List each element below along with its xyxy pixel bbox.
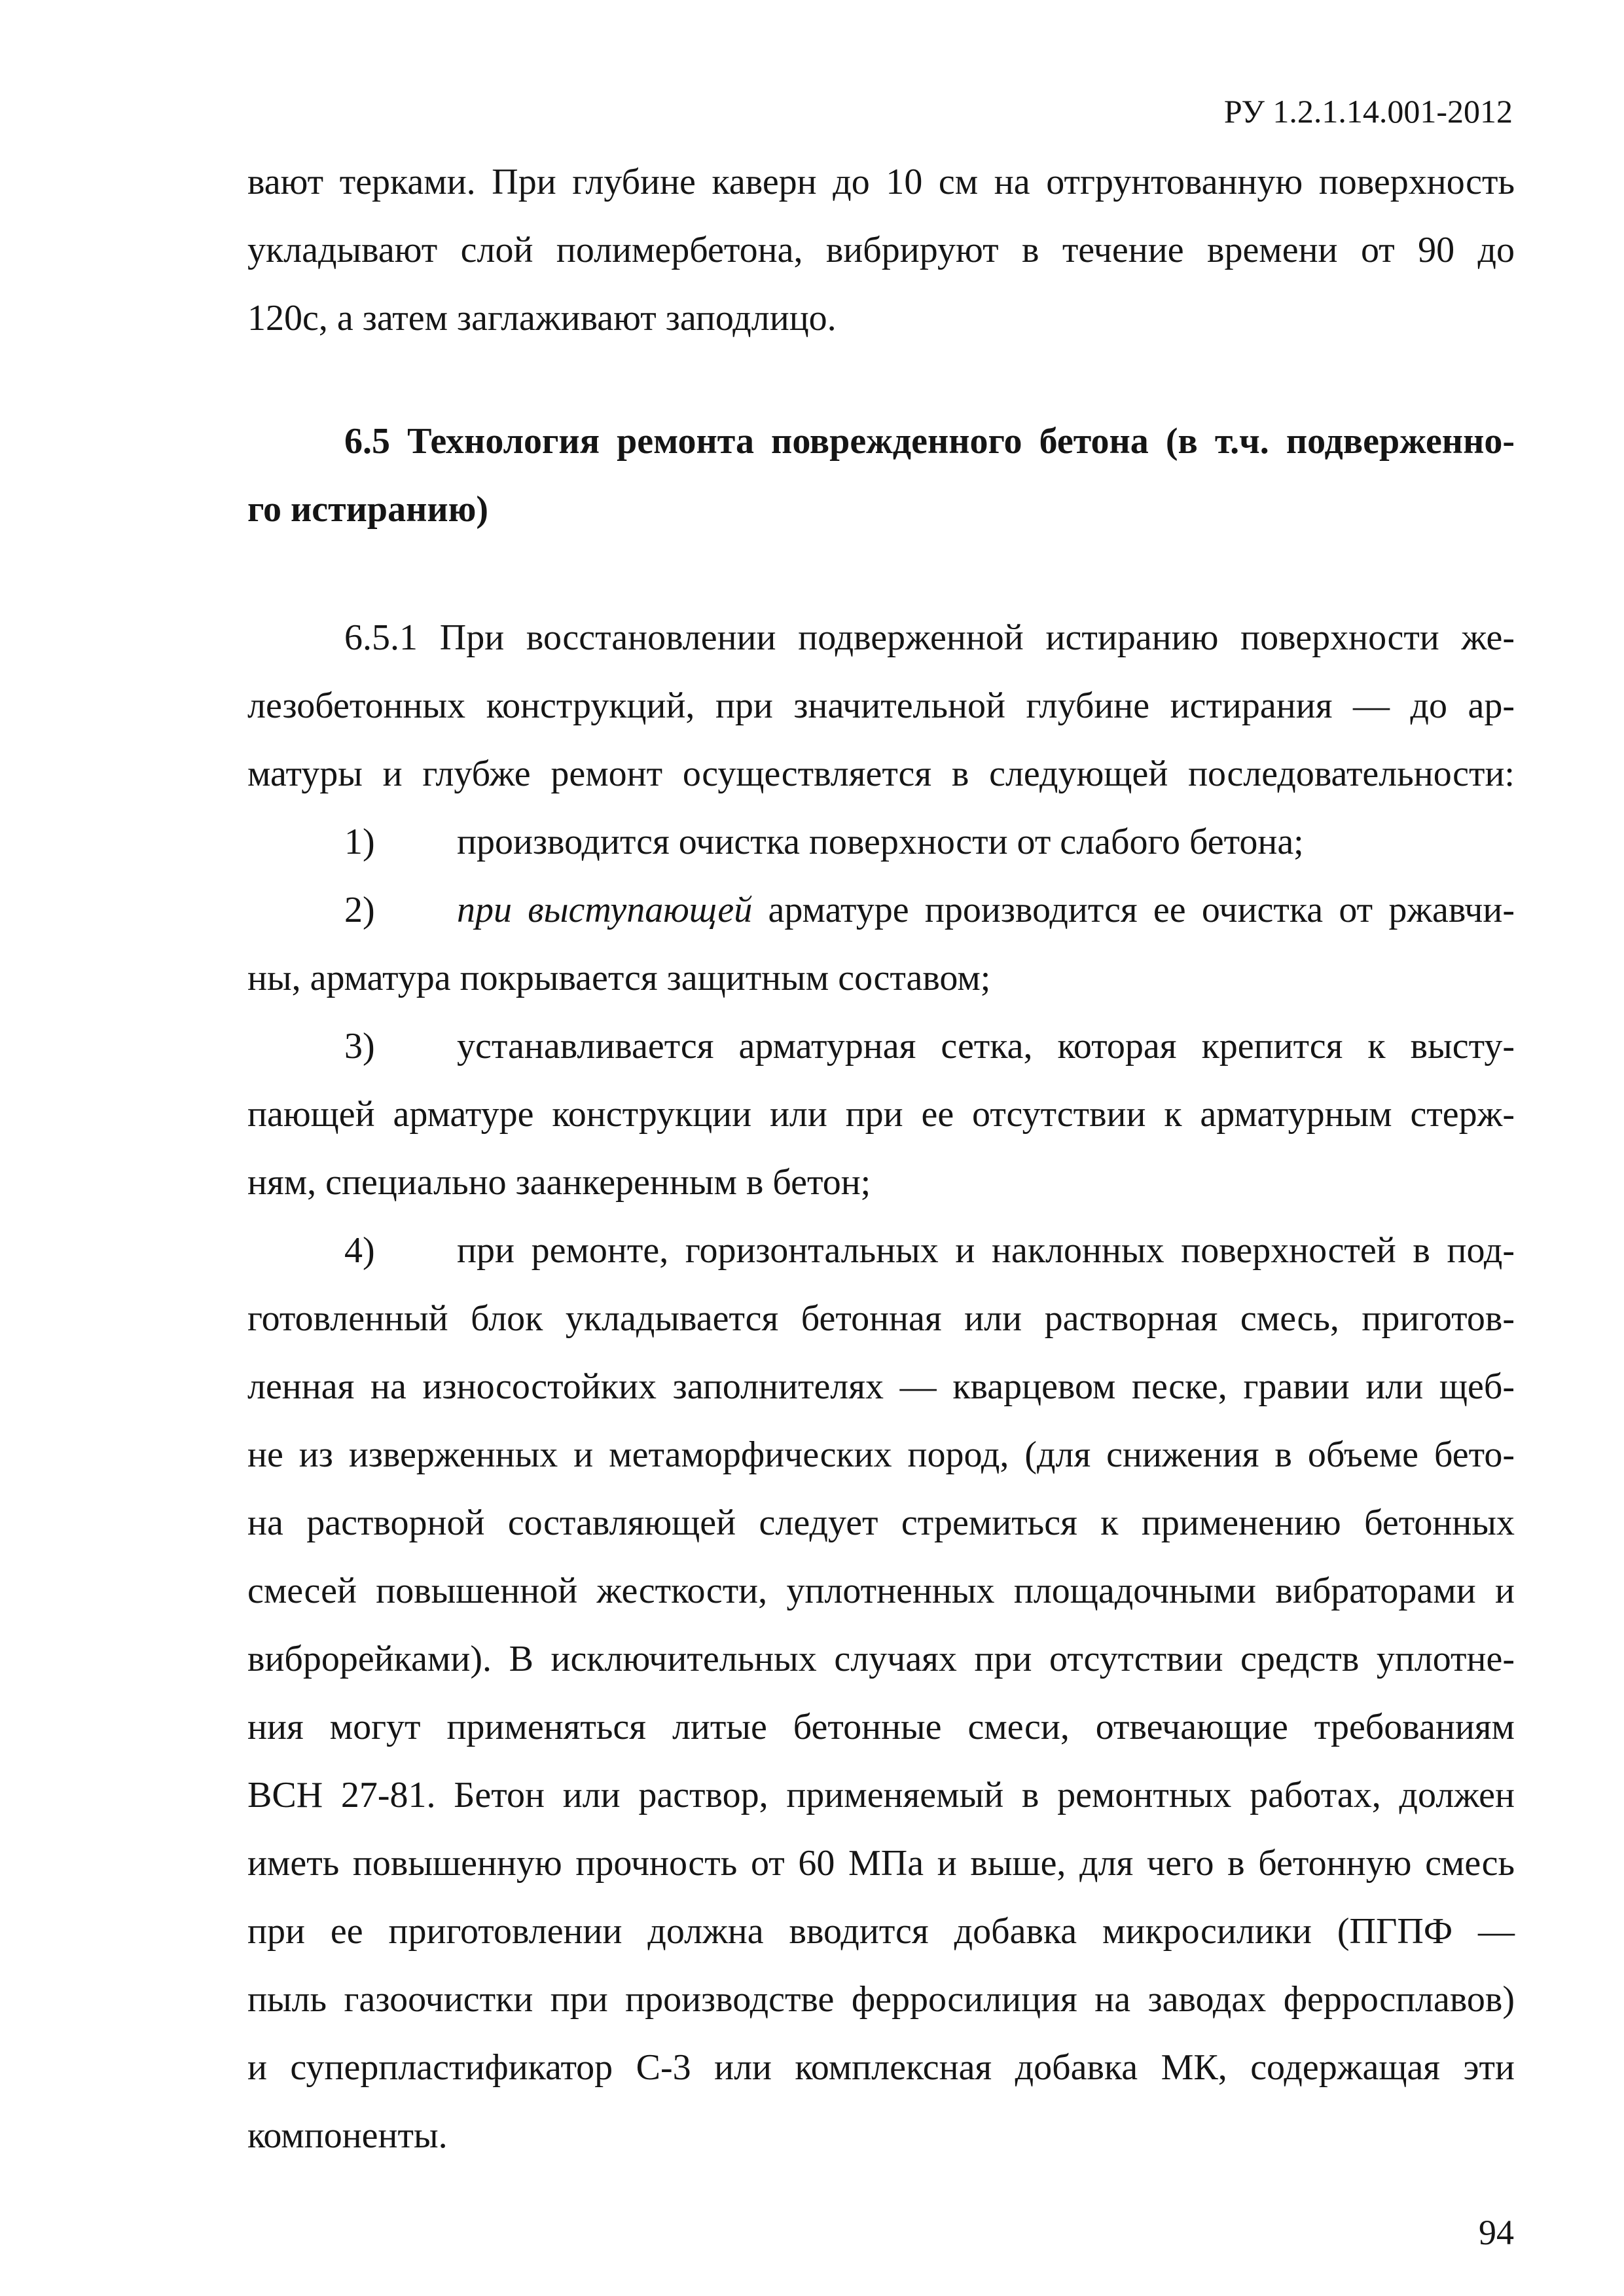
list-item-marker: 4) (344, 1230, 375, 1271)
text-line: готовленный блок укладывается бетонная или растворная смесь, приготов- (247, 1298, 1515, 1339)
text-line: виброрейками). В исключительных случаях при отсутствии средств уплотне- (247, 1639, 1515, 1679)
text-line: иметь повышенную прочность от 60 МПа и выше, для чего в бетонную смесь (247, 1843, 1515, 1884)
text-line: ленная на износостойких заполнителях — кварцевом песке, гравии или щеб- (247, 1366, 1515, 1407)
list-item-first-line (247, 1216, 1515, 1285)
text-line: матуры и глубже ремонт осуществляется в следующей последовательности: (247, 754, 1515, 794)
page-number: 94 (1479, 2213, 1514, 2252)
list-item (247, 1216, 1515, 2170)
list-item-text: производится очистка поверхности от слабого бетона; (457, 822, 1304, 862)
text-line: ням, специально заанкеренным в бетон; (247, 1162, 871, 1203)
list-item-marker: 1) (344, 822, 375, 862)
text-line: не из изверженных и метаморфических пород, (для снижения в объеме бето- (247, 1434, 1515, 1475)
text-line: компоненты. (247, 2115, 448, 2156)
text-line: 120с, а затем заглаживают заподлицо. (247, 298, 837, 338)
list-item-italic-text: при выступающей (457, 890, 753, 930)
text-line: ВСН 27-81. Бетон или раствор, применяемый в ремонтных работах, должен (247, 1775, 1515, 1815)
clause-6-5-1 (247, 604, 1515, 808)
list-item-text-rest: арматуре производится ее очистка от ржавчи- (752, 890, 1515, 930)
section-heading-line: го истиранию) (247, 489, 489, 530)
text-line: пыль газоочистки при производстве ферросилиция на заводах ферросплавов) (247, 1979, 1515, 2020)
text-line: смесей повышенной жесткости, уплотненных площадочными вибраторами и (247, 1571, 1515, 1611)
text-line: и суперпластификатор С-3 или комплексная добавка МК, содержащая эти (247, 2047, 1515, 2088)
intro-paragraph (247, 148, 1515, 352)
list-item-first-line (247, 876, 1515, 944)
list-item-text: при ремонте, горизонтальных и наклонных поверхностей в под- (457, 1230, 1515, 1271)
text-line: пающей арматуре конструкции или при ее отсутствии к арматурным стерж- (247, 1094, 1515, 1135)
document-code: РУ 1.2.1.14.001-2012 (1223, 93, 1513, 130)
list-item (247, 1012, 1515, 1216)
text-line: на растворной составляющей следует стремиться к применению бетонных (247, 1503, 1515, 1543)
list-item-first-line (247, 808, 1515, 876)
text-line: укладывают слой полимербетона, вибрируют в течение времени от 90 до (247, 230, 1515, 270)
list-item-first-line (247, 1012, 1515, 1080)
list-item (247, 808, 1515, 876)
list-item-text: устанавливается арматурная сетка, которая крепится к высту- (457, 1026, 1515, 1066)
text-line: ны, арматура покрывается защитным составом; (247, 958, 991, 998)
list-item-marker: 2) (344, 890, 375, 930)
text-line: вают терками. При глубине каверн до 10 см на отгрунтованную поверхность (247, 162, 1515, 202)
page-body (247, 148, 1515, 2170)
list-item-marker: 3) (344, 1026, 375, 1066)
text-line: 6.5.1 При восстановлении подверженной истиранию поверхности же- (344, 617, 1515, 658)
text-line: ния могут применяться литые бетонные смеси, отвечающие требованиям (247, 1707, 1515, 1747)
list-item-text (457, 876, 1515, 944)
section-heading-line: 6.5 Технология ремонта поврежденного бетона (в т.ч. подверженно- (344, 421, 1515, 462)
list-item (247, 876, 1515, 1012)
text-line: при ее приготовлении должна вводится добавка микросилики (ПГПФ — (247, 1911, 1515, 1952)
section-heading (247, 407, 1515, 543)
text-line: лезобетонных конструкций, при значительной глубине истирания — до ар- (247, 685, 1515, 726)
